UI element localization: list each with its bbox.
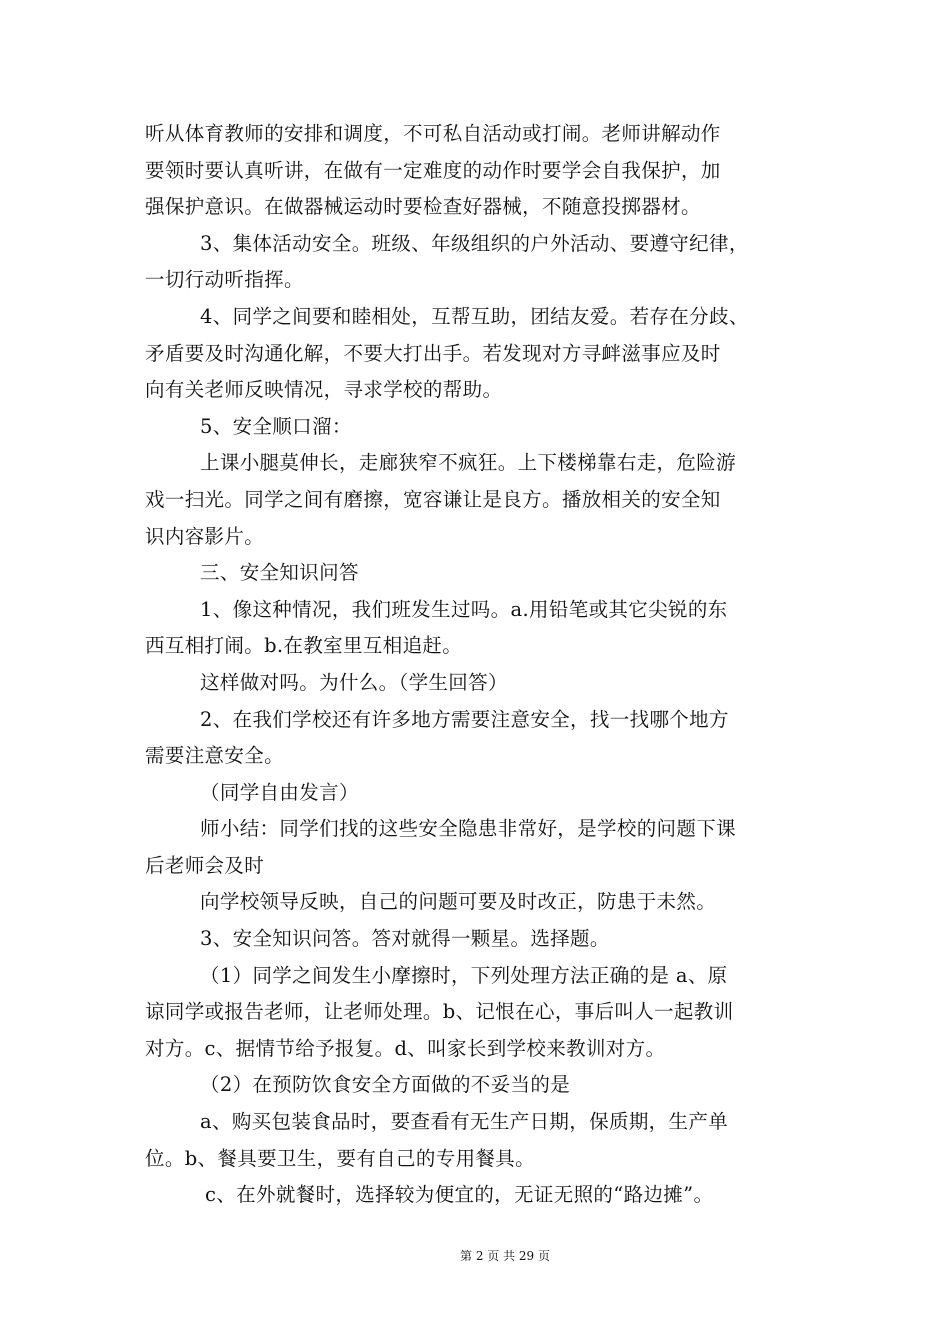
text-line: 要领时要认真听讲，在做有一定难度的动作时要学会自我保护，加: [145, 158, 721, 182]
text-line: 西互相打闹。b.在教室里互相追赶。: [145, 634, 463, 658]
text-line: 4、同学之间要和睦相处，互帮互助，团结友爱。若存在分歧、: [200, 304, 749, 328]
text-line: 强保护意识。在做器械运动时要检查好器械，不随意投掷器材。: [145, 195, 701, 219]
page-number-footer: 第 2 页 共 29 页: [460, 1249, 550, 1263]
text-line: （同学自由发言）: [200, 780, 359, 804]
text-line: 后老师会及时: [145, 853, 265, 877]
text-line: 三、安全知识问答: [200, 561, 359, 585]
text-line: 向有关老师反映情况，寻求学校的帮助。: [145, 378, 503, 402]
text-line: 师小结：同学们找的这些安全隐患非常好，是学校的问题下课: [200, 817, 736, 841]
text-line: 3、安全知识问答。答对就得一颗星。选择题。: [200, 927, 610, 951]
text-line: 这样做对吗。为什么。（学生回答）: [200, 670, 508, 694]
text-line: 3、集体活动安全。班级、年级组织的户外活动、要遵守纪律，: [200, 231, 749, 255]
text-line: 1、像这种情况，我们班发生过吗。a.用铅笔或其它尖锐的东: [200, 597, 728, 621]
text-line: a、购买包装食品时，要查看有无生产日期，保质期，生产单: [200, 1110, 729, 1134]
text-line: 向学校领导反映，自己的问题可要及时改正，防患于未然。: [200, 890, 717, 914]
text-line: 需要注意安全。: [145, 744, 284, 768]
text-line: 听从体育教师的安排和调度，不可私自活动或打闹。老师讲解动作: [145, 122, 721, 145]
text-line: 2、在我们学校还有许多地方需要注意安全，找一找哪个地方: [200, 707, 729, 731]
text-line: 对方。c、据情节给予报复。d、叫家长到学校来教训对方。: [145, 1036, 666, 1060]
text-line: 谅同学或报告老师，让老师处理。b、记恨在心，事后叫人一起教训: [145, 1000, 734, 1024]
text-line: 上课小腿莫伸长，走廊狭窄不疯狂。上下楼梯靠右走，危险游: [200, 451, 736, 475]
text-line: 识内容影片。: [145, 524, 265, 548]
text-line: 一切行动听指挥。: [145, 268, 304, 292]
text-line: c、在外就餐时，选择较为便宜的，无证无照的“路边摊”。: [205, 1183, 714, 1207]
text-line: 戏一扫光。同学之间有磨擦，宽容谦让是良方。播放相关的安全知: [145, 487, 721, 511]
text-line: 矛盾要及时沟通化解，不要大打出手。若发现对方寻衅滋事应及时: [145, 341, 721, 365]
text-line: 5、安全顺口溜：: [200, 414, 352, 438]
text-line: （1）同学之间发生小摩擦时，下列处理方法正确的是 a、原: [200, 963, 728, 987]
text-line: 位。b、餐具要卫生，要有自己的专用餐具。: [145, 1146, 535, 1170]
text-line: （2）在预防饮食安全方面做的不妥当的是: [200, 1073, 571, 1097]
document-body: [145, 116, 825, 1214]
